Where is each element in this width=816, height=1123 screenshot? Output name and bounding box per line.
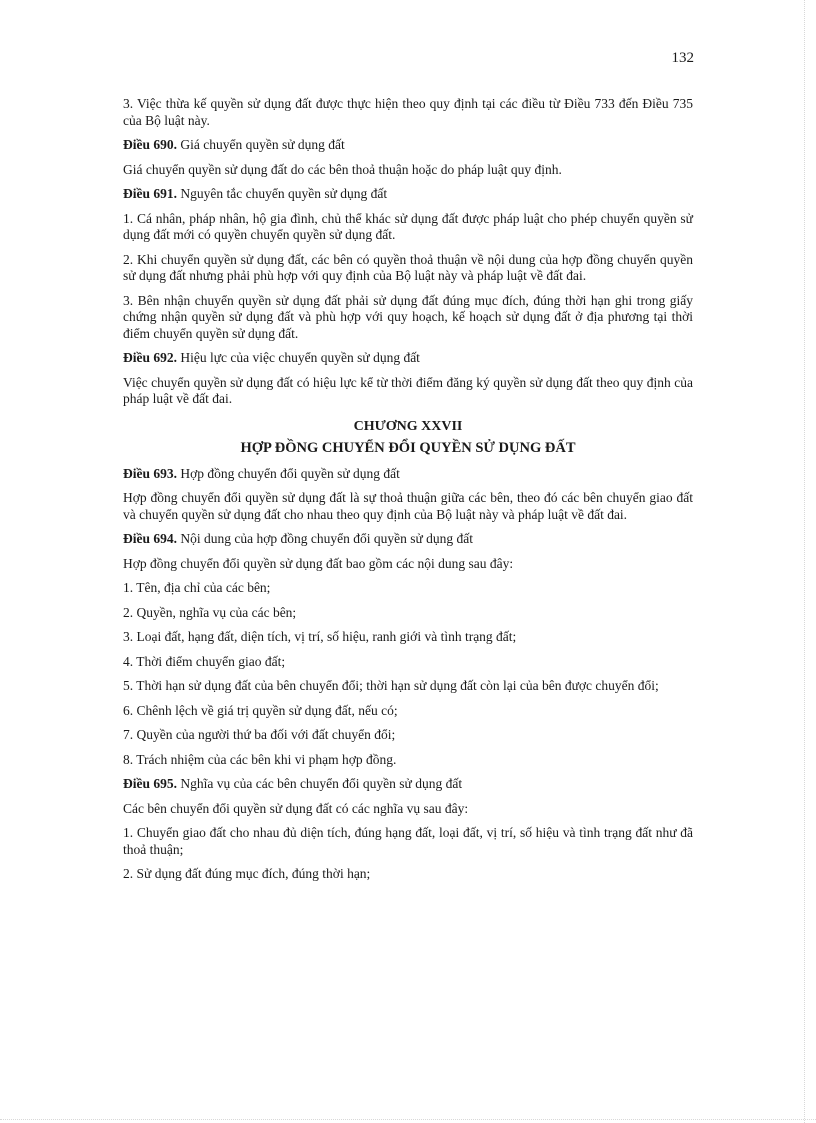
paragraph: 1. Tên, địa chỉ của các bên; <box>123 580 271 595</box>
paragraph: Việc chuyển quyền sử dụng đất có hiệu lực kể từ thời điểm đăng ký quyền sử dụng đất theo quy định của pháp luật về đất đai. <box>123 374 693 406</box>
paragraph: 3. Loại đất, hạng đất, diện tích, vị trí, số hiệu, ranh giới và tình trạng đất; <box>123 629 517 644</box>
paragraph: 1. Chuyển giao đất cho nhau đủ diện tích, đúng hạng đất, loại đất, vị trí, số hiệu và tình trạng đất như đã thoả thuận; <box>123 825 693 857</box>
article-number: Điều 695. <box>123 776 177 791</box>
paragraph: Hợp đồng chuyển đổi quyền sử dụng đất bao gồm các nội dung sau đây: <box>123 555 514 571</box>
article-number: Điều 692. <box>123 350 177 365</box>
paragraph: 2. Sử dụng đất đúng mục đích, đúng thời hạn; <box>123 866 371 881</box>
paragraph: Giá chuyển quyền sử dụng đất do các bên thoả thuận hoặc do pháp luật quy định. <box>123 161 562 177</box>
article-number: Điều 690. <box>123 137 177 152</box>
page-edge-right <box>804 0 805 1123</box>
article-number: Điều 691. <box>123 186 177 201</box>
paragraph: 1. Cá nhân, pháp nhân, hộ gia đình, chủ thể khác sử dụng đất được pháp luật cho phép chuyển quyền sử dụng đất mới có quyền chuyển quyền sử dụng đất. <box>123 210 693 242</box>
paragraph: 3. Việc thừa kế quyền sử dụng đất được thực hiện theo quy định tại các điều từ Điều 733 đến Điều 735 của Bộ luật này. <box>123 96 693 128</box>
page-number: 132 <box>671 50 694 66</box>
paragraph: 4. Thời điểm chuyển giao đất; <box>123 653 286 669</box>
article-title: Nghĩa vụ của các bên chuyển đổi quyền sử dụng đất <box>177 776 463 791</box>
paragraph: 6. Chênh lệch về giá trị quyền sử dụng đất, nếu có; <box>123 702 398 718</box>
chapter-number: CHƯƠNG XXVII <box>353 418 463 434</box>
article-heading <box>123 137 693 154</box>
article-heading <box>123 776 693 793</box>
article-heading <box>123 531 693 548</box>
paragraph: 2. Quyền, nghĩa vụ của các bên; <box>123 604 297 620</box>
paragraph: 7. Quyền của người thứ ba đối với đất chuyển đổi; <box>123 727 396 742</box>
paragraph: 2. Khi chuyển quyền sử dụng đất, các bên có quyền thoả thuận về nội dung của hợp đồng chuyển quyền sử dụng đất nhưng phải phù hợp với quy định của Bộ luật này và pháp luật về đất đai. <box>123 251 693 283</box>
paragraph: Các bên chuyển đổi quyền sử dụng đất có các nghĩa vụ sau đây: <box>123 800 469 816</box>
paragraph: 5. Thời hạn sử dụng đất của bên chuyển đổi; thời hạn sử dụng đất còn lại của bên được chuyển đổi; <box>123 678 659 693</box>
paragraph: 8. Trách nhiệm của các bên khi vi phạm hợp đồng. <box>123 751 397 767</box>
article-title: Hợp đồng chuyển đổi quyền sử dụng đất <box>177 465 400 481</box>
article-heading <box>123 186 693 203</box>
article-number: Điều 693. <box>123 465 177 481</box>
chapter-title: HỢP ĐỒNG CHUYỂN ĐỔI QUYỀN SỬ DỤNG ĐẤT <box>240 439 576 456</box>
document-body <box>123 96 693 891</box>
article-number: Điều 694. <box>123 531 177 546</box>
article-title: Hiệu lực của việc chuyển quyền sử dụng đất <box>177 350 420 365</box>
article-heading <box>123 466 693 483</box>
article-title: Giá chuyển quyền sử dụng đất <box>177 137 345 152</box>
article-title: Nội dung của hợp đồng chuyển đổi quyền sử dụng đất <box>177 531 474 546</box>
page-edge-bottom <box>0 1119 816 1120</box>
article-heading <box>123 350 693 367</box>
paragraph: 3. Bên nhận chuyển quyền sử dụng đất phải sử dụng đất đúng mục đích, đúng thời hạn ghi trong giấy chứng nhận quyền sử dụng đất và phù hợp với quy hoạch, kế hoạch sử dụng đất ở địa phương tại thời điểm chuyển quyền sử dụng đất. <box>123 292 693 341</box>
paragraph: Hợp đồng chuyển đổi quyền sử dụng đất là sự thoả thuận giữa các bên, theo đó các bên chuyển giao đất và chuyển quyền sử dụng đất cho nhau theo quy định của Bộ luật này và pháp luật về đất đai. <box>123 490 693 522</box>
article-title: Nguyên tắc chuyển quyền sử dụng đất <box>177 186 388 201</box>
